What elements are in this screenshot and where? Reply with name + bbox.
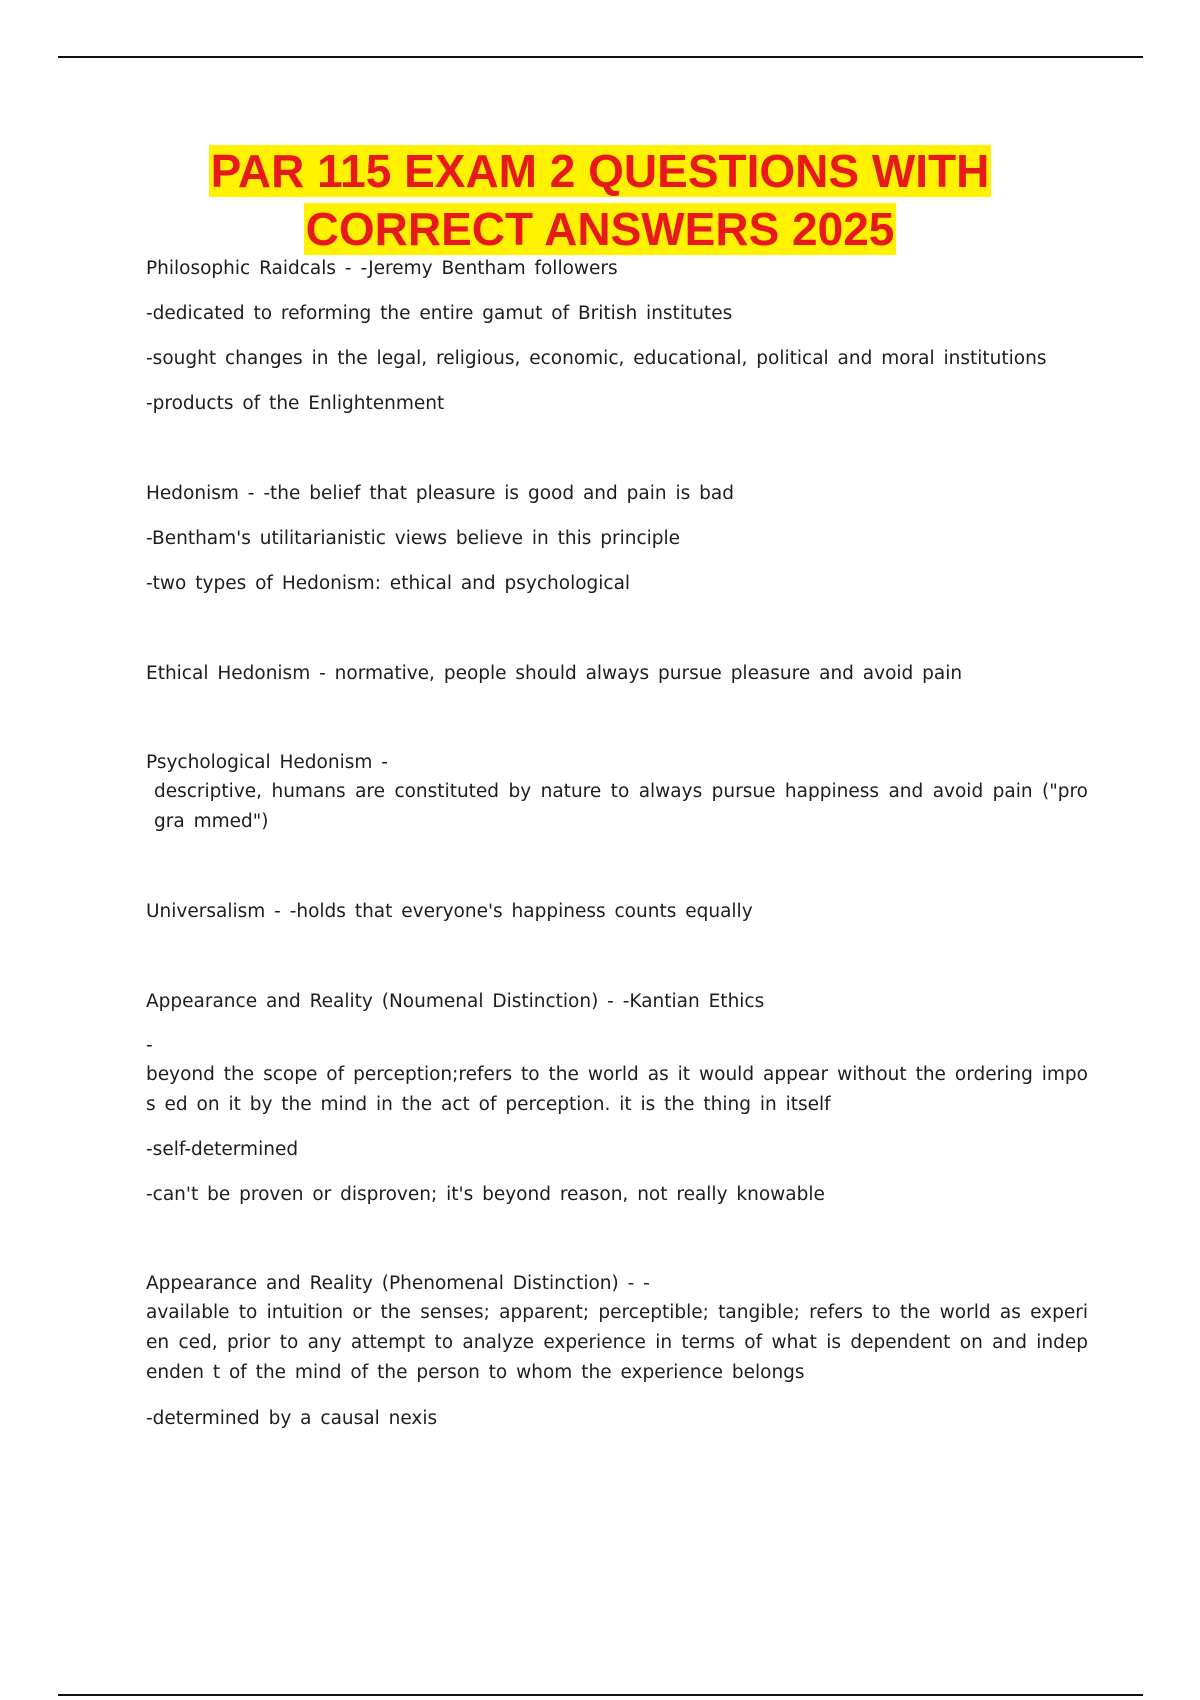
entry-phenomenal-term: Appearance and Reality (Phenomenal Distinction) - - [146, 1273, 650, 1294]
entry-noumenal-dash: - [146, 1035, 153, 1056]
entry-ethical-hedonism-term: Ethical Hedonism - normative, people should always pursue pleasure and avoid pain [146, 663, 963, 684]
entry-psychological-hedonism-definition: descriptive, humans are constituted by nature to always pursue happiness and avoid pain ("progra mmed") [154, 781, 1088, 832]
entry-noumenal-point: -can't be proven or disproven; it's beyond reason, not really knowable [146, 1184, 825, 1205]
entry-phenomenal-definition: available to intuition or the senses; apparent; perceptible; tangible; refers to the world as experien ced, prior to any attempt to analyze experience in terms of what is dependent on and independen t of the mind of the person to whom the experience belongs [146, 1302, 1088, 1383]
entry-psychological-hedonism-term: Psychological Hedonism - [146, 752, 388, 773]
top-rule [58, 56, 1143, 58]
title-line-1: PAR 115 EXAM 2 QUESTIONS WITH [210, 145, 990, 197]
document-body [146, 254, 1088, 1449]
entry-hedonism-point: -two types of Hedonism: ethical and psychological [146, 573, 631, 594]
entry-noumenal-term: Appearance and Reality (Noumenal Distinction) - -Kantian Ethics [146, 991, 765, 1012]
entry-hedonism-point: -Bentham's utilitarianistic views believe in this principle [146, 528, 681, 549]
entry-phenomenal-point: -determined by a causal nexis [146, 1408, 438, 1429]
entry-hedonism-term: Hedonism - -the belief that pleasure is good and pain is bad [146, 483, 734, 504]
document-title [0, 142, 1200, 258]
entry-universalism-term: Universalism - -holds that everyone's happiness counts equally [146, 901, 753, 922]
entry-philosophic-radicals-term: Philosophic Raidcals - -Jeremy Bentham followers [146, 258, 618, 279]
entry-noumenal-definition: beyond the scope of perception;refers to the world as it would appear without the ordering impos ed on it by the mind in the act of perception. it is the thing in itself [146, 1064, 1088, 1115]
bottom-rule [58, 1694, 1143, 1696]
entry-philosophic-radicals-point: -products of the Enlightenment [146, 393, 445, 414]
title-line-2: CORRECT ANSWERS 2025 [305, 203, 895, 255]
entry-philosophic-radicals-point: -sought changes in the legal, religious, economic, educational, political and moral institutions [146, 348, 1047, 369]
entry-philosophic-radicals-point: -dedicated to reforming the entire gamut of British institutes [146, 303, 733, 324]
entry-noumenal-point: -self-determined [146, 1139, 299, 1160]
